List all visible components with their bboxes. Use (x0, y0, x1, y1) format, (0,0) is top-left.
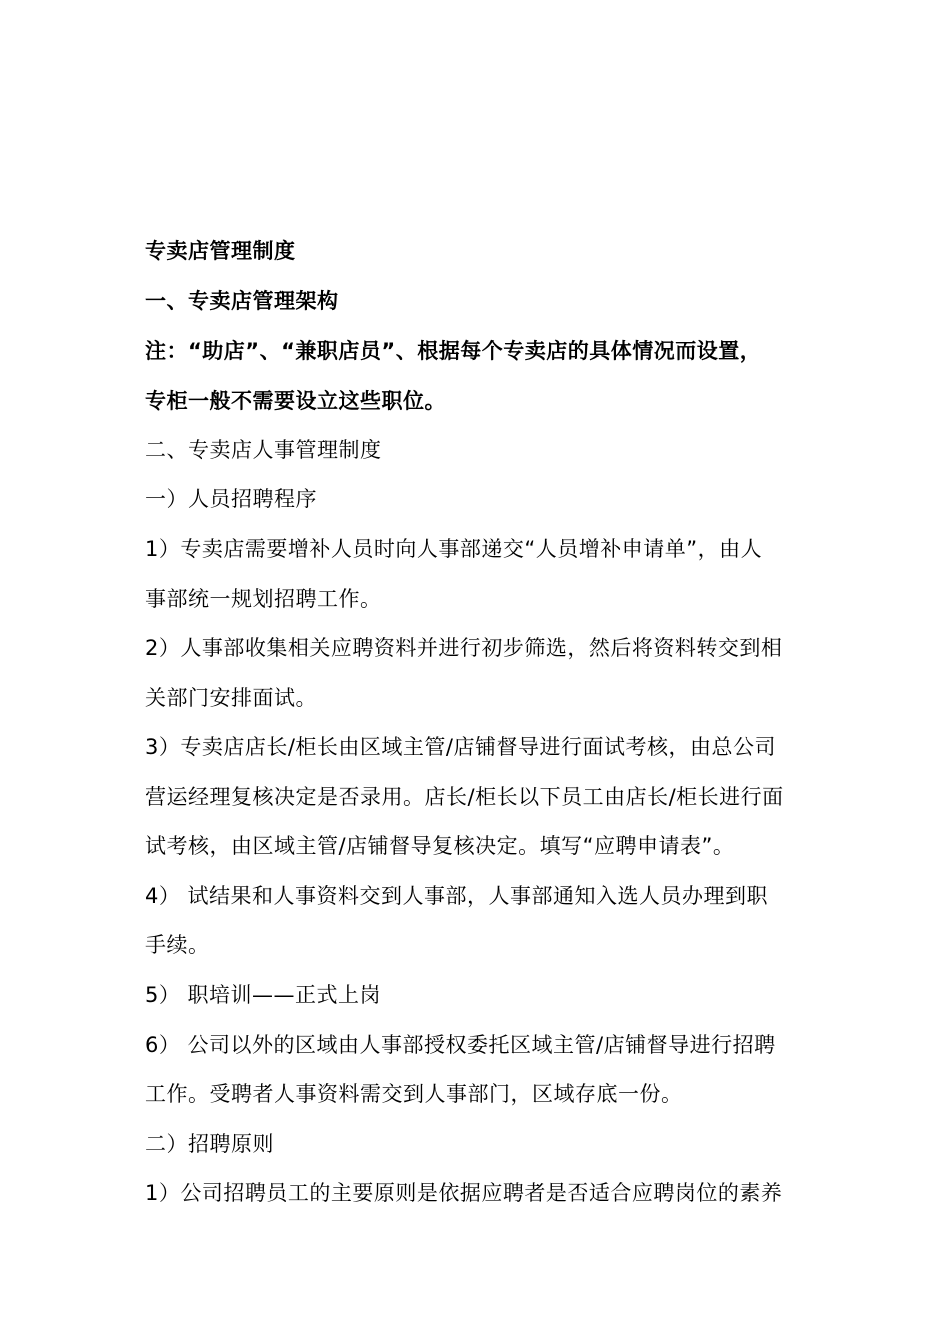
paragraph-6-line-1: 6） 公司以外的区域由人事部授权委托区域主管/店铺督导进行招聘 (145, 1033, 776, 1057)
paragraph-5-line-1: 5） 职培训——正式上岗 (145, 983, 382, 1007)
paragraph-6-line-2: 工作。受聘者人事资料需交到人事部门，区域存底一份。 (145, 1082, 683, 1106)
paragraph-3-line-1: 3）专卖店店长/柜长由区域主管/店铺督导进行面试考核，由总公司 (145, 735, 777, 759)
subheading-recruitment-principles: 二）招聘原则 (145, 1132, 274, 1156)
paragraph-1-line-1: 1）专卖店需要增补人员时向人事部递交“人员增补申请单”，由人 (145, 537, 763, 561)
paragraph-2-line-2: 关部门安排面试。 (145, 686, 317, 710)
note-line-1: 注：“助店”、“兼职店员”、根据每个专卖店的具体情况而设置， (145, 339, 762, 363)
section-heading-management-structure: 一、专卖店管理架构 (145, 289, 339, 313)
paragraph-4-line-1: 4） 试结果和人事资料交到人事部，人事部通知入选人员办理到职 (145, 884, 769, 908)
document-title: 专卖店管理制度 (145, 239, 296, 263)
paragraph-3-line-2: 营运经理复核决定是否录用。店长/柜长以下员工由店长/柜长进行面 (145, 785, 784, 809)
section-heading-personnel: 二、专卖店人事管理制度 (145, 438, 382, 462)
note-line-2: 专柜一般不需要设立这些职位。 (145, 389, 446, 413)
subheading-recruitment-procedure: 一）人员招聘程序 (145, 487, 317, 511)
paragraph-4-line-2: 手续。 (145, 933, 210, 957)
paragraph-2-line-1: 2）人事部收集相关应聘资料并进行初步筛选，然后将资料转交到相 (145, 636, 783, 660)
paragraph-3-line-3: 试考核，由区域主管/店铺督导复核决定。填写“应聘申请表”。 (145, 834, 735, 858)
paragraph-7-line-1: 1）公司招聘员工的主要原则是依据应聘者是否适合应聘岗位的素养 (145, 1181, 783, 1205)
paragraph-1-line-2: 事部统一规划招聘工作。 (145, 587, 382, 611)
